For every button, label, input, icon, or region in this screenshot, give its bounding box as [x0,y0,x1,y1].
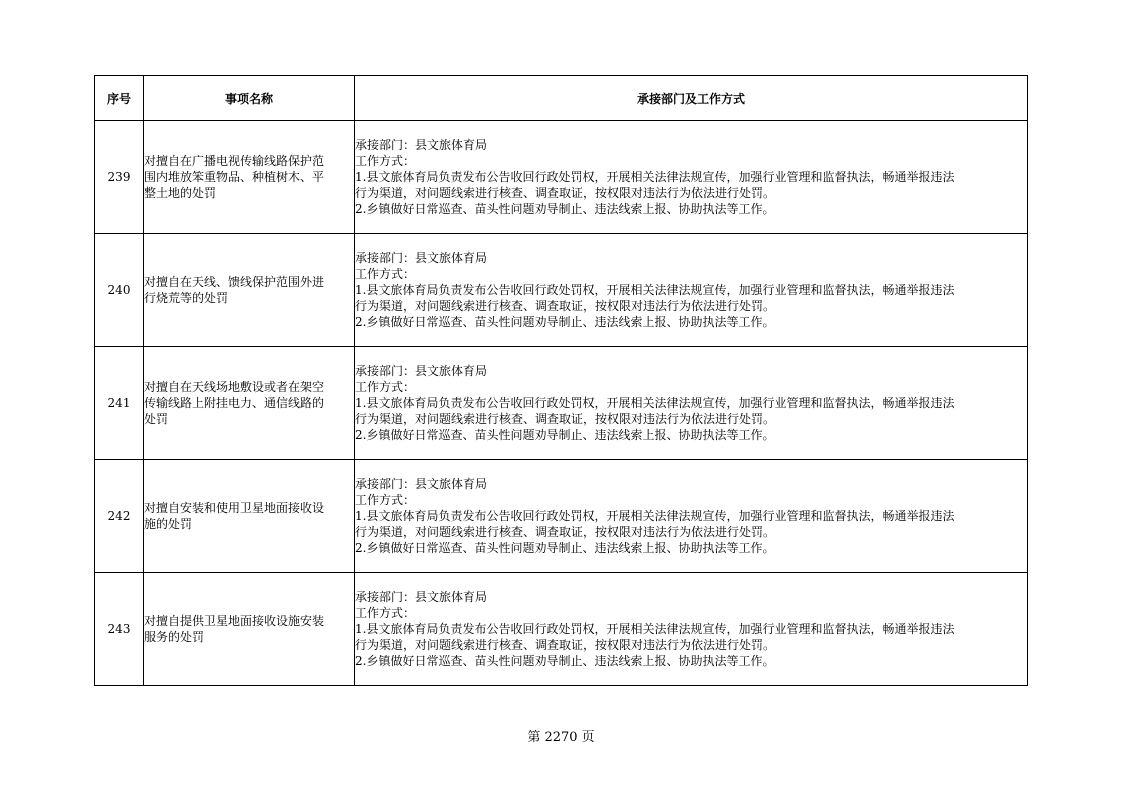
dept-method-line: 工作方式： [355,606,416,620]
dept-method-line: 2.乡镇做好日常巡查、苗头性问题劝导制止、违法线索上报、协助执法等工作。 [355,315,775,329]
dept-method-line: 1.县文旅体育局负责发布公告收回行政处罚权，开展相关法律法规宣传，加强行业管理和监督执法，畅通举报违法 [355,622,955,636]
dept-method-line: 行为渠道，对问题线索进行核查、调查取证，按权限对违法行为依法进行处罚。 [355,299,776,313]
dept-method-line: 工作方式： [355,267,416,281]
item-name-cell [144,573,355,686]
dept-method-line: 承接部门：县文旅体育局 [355,364,488,378]
dept-method-line: 承接部门：县文旅体育局 [355,138,488,152]
dept-method-line: 工作方式： [355,493,416,507]
item-name-line: 对擅自在广播电视传输线路保护范 [144,154,325,168]
item-name-line: 对擅自在天线、馈线保护范围外进 [144,275,325,289]
item-name-line: 施的处罚 [144,517,193,531]
table-row [95,573,1028,686]
item-name-line: 服务的处罚 [144,630,205,644]
dept-method-line: 行为渠道，对问题线索进行核查、调查取证，按权限对违法行为依法进行处罚。 [355,638,776,652]
item-name-cell [144,234,355,347]
row-number: 240 [95,234,144,347]
dept-method-line: 2.乡镇做好日常巡查、苗头性问题劝导制止、违法线索上报、协助执法等工作。 [355,428,775,442]
dept-method-line: 2.乡镇做好日常巡查、苗头性问题劝导制止、违法线索上报、协助执法等工作。 [355,541,775,555]
dept-method-line: 承接部门：县文旅体育局 [355,477,488,491]
dept-method-line: 承接部门：县文旅体育局 [355,251,488,265]
row-number: 239 [95,121,144,234]
page-number: 第 2270 页 [527,730,595,745]
item-name-line: 对擅自安装和使用卫星地面接收设 [144,501,325,515]
dept-method-line: 1.县文旅体育局负责发布公告收回行政处罚权，开展相关法律法规宣传，加强行业管理和监督执法，畅通举报违法 [355,396,955,410]
dept-method-line: 行为渠道，对问题线索进行核查、调查取证，按权限对违法行为依法进行处罚。 [355,412,776,426]
item-name-cell [144,460,355,573]
dept-method-line: 工作方式： [355,154,416,168]
item-name-line: 围内堆放笨重物品、种植树木、平 [144,170,325,184]
table-body [95,121,1028,686]
dept-method-cell [355,234,1028,347]
row-number: 242 [95,460,144,573]
dept-method-line: 行为渠道，对问题线索进行核查、调查取证，按权限对违法行为依法进行处罚。 [355,186,776,200]
item-name-cell [144,347,355,460]
dept-method-line: 承接部门：县文旅体育局 [355,590,488,604]
item-name-line: 对擅自提供卫星地面接收设施安装 [144,614,325,628]
header-num: 序号 [95,76,144,121]
dept-method-line: 2.乡镇做好日常巡查、苗头性问题劝导制止、违法线索上报、协助执法等工作。 [355,202,775,216]
row-number: 241 [95,347,144,460]
table-row [95,460,1028,573]
row-number: 243 [95,573,144,686]
item-name-line: 行烧荒等的处罚 [144,291,229,305]
item-name-cell [144,121,355,234]
dept-method-cell [355,573,1028,686]
dept-method-line: 1.县文旅体育局负责发布公告收回行政处罚权，开展相关法律法规宣传，加强行业管理和监督执法，畅通举报违法 [355,283,955,297]
dept-method-cell [355,347,1028,460]
header-dept: 承接部门及工作方式 [355,76,1028,121]
header-name: 事项名称 [144,76,355,121]
item-name-line: 传输线路上附挂电力、通信线路的 [144,396,325,410]
item-name-line: 处罚 [144,412,169,426]
table-header-row [95,76,1028,121]
item-name-line: 整土地的处罚 [144,186,217,200]
dept-method-line: 行为渠道，对问题线索进行核查、调查取证，按权限对违法行为依法进行处罚。 [355,525,776,539]
dept-method-line: 工作方式： [355,380,416,394]
table-row [95,121,1028,234]
dept-method-cell [355,460,1028,573]
regulation-table [94,75,1028,686]
dept-method-line: 2.乡镇做好日常巡查、苗头性问题劝导制止、违法线索上报、协助执法等工作。 [355,654,775,668]
table-row [95,347,1028,460]
dept-method-line: 1.县文旅体育局负责发布公告收回行政处罚权，开展相关法律法规宣传，加强行业管理和监督执法，畅通举报违法 [355,170,955,184]
table-row [95,234,1028,347]
dept-method-cell [355,121,1028,234]
dept-method-line: 1.县文旅体育局负责发布公告收回行政处罚权，开展相关法律法规宣传，加强行业管理和监督执法，畅通举报违法 [355,509,955,523]
item-name-line: 对擅自在天线场地敷设或者在架空 [144,380,325,394]
